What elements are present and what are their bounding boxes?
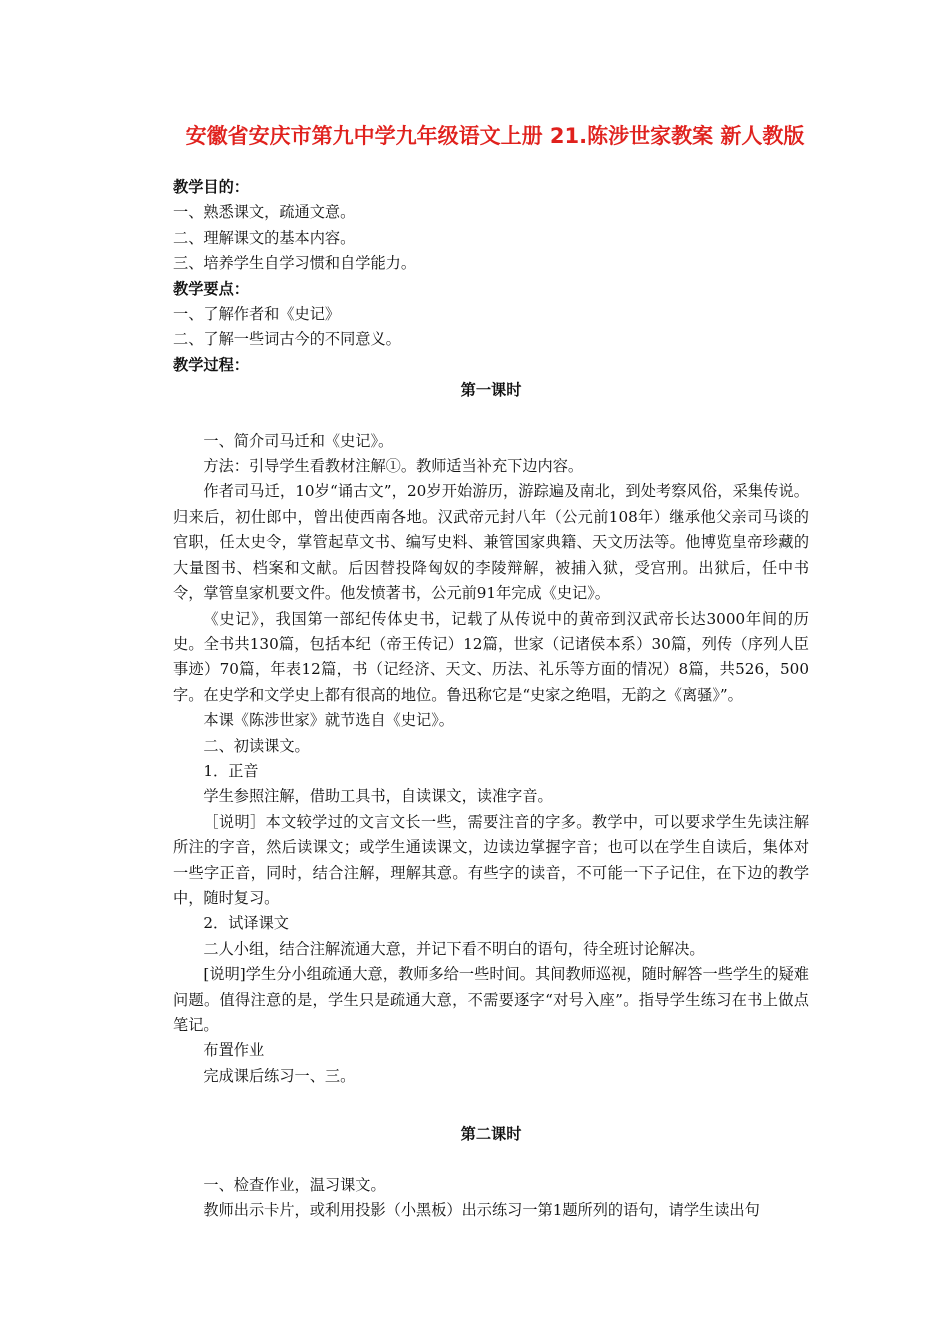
point-item: 二、了解一些词古今的不同意义。 — [173, 330, 401, 349]
process-heading: 教学过程： — [173, 355, 249, 374]
lesson1-paragraph: 学生参照注解，借助工具书，自读课文，读准字音。 — [203, 787, 553, 806]
document-body — [173, 175, 809, 1223]
lesson1-paragraph: 1．正音 — [203, 761, 259, 780]
lesson1-paragraph: 方法：引导学生看教材注解①。教师适当补充下边内容。 — [203, 457, 584, 476]
lesson1-paragraph: 《史记》，我国第一部纪传体史书，记载了从传说中的黄帝到汉武帝长达3000年间的历史。全书共130篇，包括本纪（帝王传记）12篇，世家（记诸侯本系）30篇，列传（序列人臣事迹）70篇，年表12篇，书（记经济、天文、历法、礼乐等方面的情况）8篇，共526，500字。在史学和文学史上都有很高的地位。鲁迅称它是“史家之绝唱，无韵之《离骚》”。 — [173, 609, 809, 704]
document-title: 安徽省安庆市第九中学九年级语文上册 21.陈涉世家教案 新人教版 — [185, 124, 805, 148]
lesson1-paragraph: [说明]学生分小组疏通大意，教师多给一些时间。其间教师巡视，随时解答一些学生的疑难问题。值得注意的是，学生只是疏通大意，不需要逐字“对号入座”。指导学生练习在书上做点笔记。 — [173, 965, 809, 1034]
goal-item: 二、理解课文的基本内容。 — [173, 228, 356, 247]
goals-heading: 教学目的： — [173, 178, 249, 196]
goal-item: 三、培养学生自学习惯和自学能力。 — [173, 254, 416, 273]
lesson2-paragraph: 教师出示卡片，或利用投影（小黑板）出示练习一第1题所列的语句，请学生读出句 — [203, 1201, 760, 1220]
lesson1-paragraph: 本课《陈涉世家》就节选自《史记》。 — [203, 711, 454, 730]
spacer — [173, 404, 809, 429]
lesson1-paragraph: 2．试译课文 — [203, 914, 289, 933]
lesson1-paragraph: 作者司马迁，10岁“诵古文”，20岁开始游历，游踪遍及南北，到处考察风俗，采集传说。归来后，初仕郎中，曾出使西南各地。汉武帝元封八年（公元前108年）继承他父亲司马谈的官职，任太史令，掌管起草文书、编写史料、兼管国家典籍、天文历法等。他博览皇帝珍藏的大量图书、档案和文献。后因替投降匈奴的李陵辩解，被捕入狱，受宫刑。出狱后，任中书令，掌管皇家机要文件。他发愤著书，公元前91年完成《史记》。 — [173, 482, 809, 603]
lesson2-paragraph: 一、检查作业，温习课文。 — [203, 1175, 386, 1194]
lesson1-paragraph: 完成课后练习一、三。 — [203, 1066, 356, 1085]
spacer — [173, 1148, 809, 1173]
spacer — [173, 1089, 809, 1122]
lesson1-paragraph: 二、初读课文。 — [203, 736, 310, 755]
lesson1-paragraph: 一、简介司马迁和《史记》。 — [203, 431, 394, 450]
points-heading: 教学要点： — [173, 279, 249, 298]
lesson1-paragraph: 二人小组，结合注解流通大意，并记下看不明白的语句，待全班讨论解决。 — [203, 939, 705, 958]
lesson1-paragraph: 布置作业 — [203, 1041, 265, 1060]
point-item: 一、了解作者和《史记》 — [173, 305, 341, 324]
lesson2-heading: 第二课时 — [460, 1125, 522, 1144]
lesson1-heading: 第一课时 — [460, 381, 522, 400]
lesson1-paragraph: ［说明］本文较学过的文言文长一些，需要注音的字多。教学中，可以要求学生先读注解所注的字音，然后读课文；或学生通读课文，边读边掌握字音；也可以在学生自读后，集体对一些字正音，同时，结合注解，理解其意。有些字的读音，不可能一下子记住，在下边的教学中，随时复习。 — [173, 812, 809, 907]
goal-item: 一、熟悉课文，疏通文意。 — [173, 203, 356, 222]
